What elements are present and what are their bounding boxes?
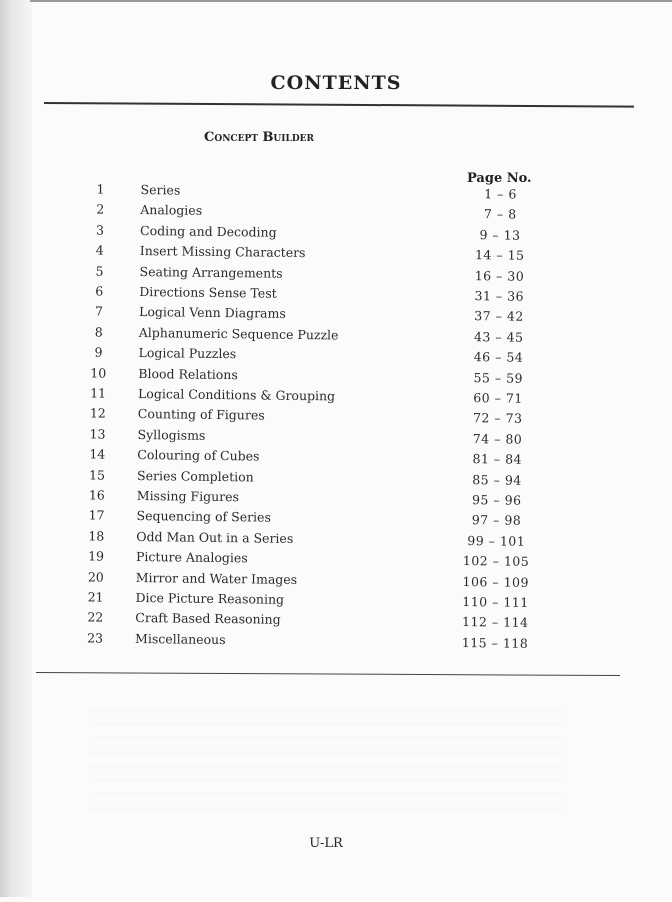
toc-entry-title: Logical Puzzles [138, 345, 237, 362]
toc-entry-number: 4 [95, 242, 104, 258]
toc-entry-pages: 102 – 105 [462, 553, 530, 569]
toc-entry-title: Dice Picture Reasoning [135, 590, 285, 607]
toc-entry-title: Analogies [140, 202, 203, 219]
toc-entry-number: 13 [89, 426, 106, 442]
toc-entry-pages: 95 – 96 [471, 492, 522, 508]
toc-entry-number: 23 [87, 630, 104, 646]
toc-entry-number: 22 [87, 609, 104, 626]
toc-entry-title: Logical Conditions & Grouping [137, 386, 336, 404]
toc-entry-pages: 85 – 94 [472, 471, 522, 488]
toc-entry-number: 19 [88, 548, 105, 564]
toc-entry-pages: 81 – 84 [472, 451, 523, 467]
toc-entry-number: 21 [87, 589, 104, 605]
toc-entry-title: Coding and Decoding [139, 222, 277, 240]
toc-entry-number: 2 [96, 201, 105, 217]
toc-entry-number: 16 [88, 487, 105, 503]
toc-entry-number: 1 [96, 181, 105, 197]
toc-entry-number: 7 [94, 303, 104, 319]
toc-entry-pages: 99 – 101 [467, 532, 526, 549]
toc-entry-pages: 110 – 111 [462, 593, 529, 610]
toc-entry-number: 15 [89, 467, 106, 483]
toc-entry-pages: 46 – 54 [473, 349, 524, 365]
toc-entry-title: Counting of Figures [137, 406, 265, 423]
toc-entry-number: 3 [95, 222, 105, 238]
toc-entry-pages: 16 – 30 [474, 267, 525, 284]
toc-entry-title: Sequencing of Series [136, 508, 272, 526]
toc-entry-pages: 43 – 45 [473, 328, 524, 345]
toc-entry-number: 17 [88, 507, 105, 524]
toc-entry-pages: 115 – 118 [461, 634, 529, 651]
section-title: Concept Builder [204, 130, 314, 145]
toc-entry-number: 5 [95, 263, 104, 279]
toc-entry-title: Seating Arrangements [139, 263, 283, 281]
toc-entry-pages: 74 – 80 [472, 430, 523, 447]
toc-entry-pages: 37 – 42 [474, 308, 524, 325]
toc-entry-pages: 31 – 36 [474, 288, 525, 304]
toc-entry-number: 10 [90, 365, 107, 381]
page-footer-code: U-LR [309, 836, 343, 851]
toc-entry-title: Colouring of Cubes [137, 447, 260, 464]
toc-entry-pages: 106 – 109 [462, 573, 530, 590]
toc-entry-pages: 72 – 73 [472, 410, 523, 427]
toc-entry-title: Picture Analogies [135, 549, 248, 566]
toc-entry-pages: 14 – 15 [474, 247, 525, 263]
toc-entry-number: 12 [89, 405, 106, 422]
toc-entry-number: 11 [90, 385, 107, 401]
toc-entry-title: Odd Man Out in a Series [136, 528, 294, 546]
toc-entry-title: Syllogisms [137, 426, 206, 443]
toc-entry-pages: 7 – 8 [483, 206, 517, 223]
toc-entry-number: 20 [87, 569, 104, 585]
toc-entry-pages: 60 – 71 [473, 390, 523, 406]
page-title: CONTENTS [270, 72, 402, 94]
reverse-page-bleed [90, 700, 560, 820]
toc-entry-title: Blood Relations [138, 365, 238, 382]
toc-entry-title: Miscellaneous [134, 630, 226, 647]
toc-entry-pages: 9 – 13 [479, 226, 521, 243]
toc-entry-pages: 97 – 98 [471, 512, 522, 529]
toc-entry-title: Alphanumeric Sequence Puzzle [138, 324, 339, 343]
toc-entry-title: Logical Venn Diagrams [138, 304, 286, 322]
toc-entry-title: Insert Missing Characters [139, 243, 306, 261]
toc-entry-number: 18 [88, 528, 105, 544]
toc-entry-title: Directions Sense Test [139, 284, 277, 301]
toc-entry-number: 14 [89, 446, 106, 462]
toc-entry-pages: 112 – 114 [461, 614, 529, 631]
toc-entry-pages: 1 – 6 [484, 186, 517, 202]
toc-entry-pages: 55 – 59 [473, 369, 524, 386]
toc-entry-title: Series Completion [136, 467, 254, 485]
toc-entry-number: 8 [94, 324, 103, 340]
toc-entry-number: 9 [94, 344, 103, 360]
toc-entry-number: 6 [95, 283, 104, 299]
toc-entry-title: Series [140, 182, 181, 198]
toc-entry-title: Missing Figures [136, 488, 240, 505]
toc-entry-title: Mirror and Water Images [135, 569, 298, 587]
page-no-header: Page No. [467, 171, 532, 186]
toc-entry-title: Craft Based Reasoning [135, 610, 281, 628]
